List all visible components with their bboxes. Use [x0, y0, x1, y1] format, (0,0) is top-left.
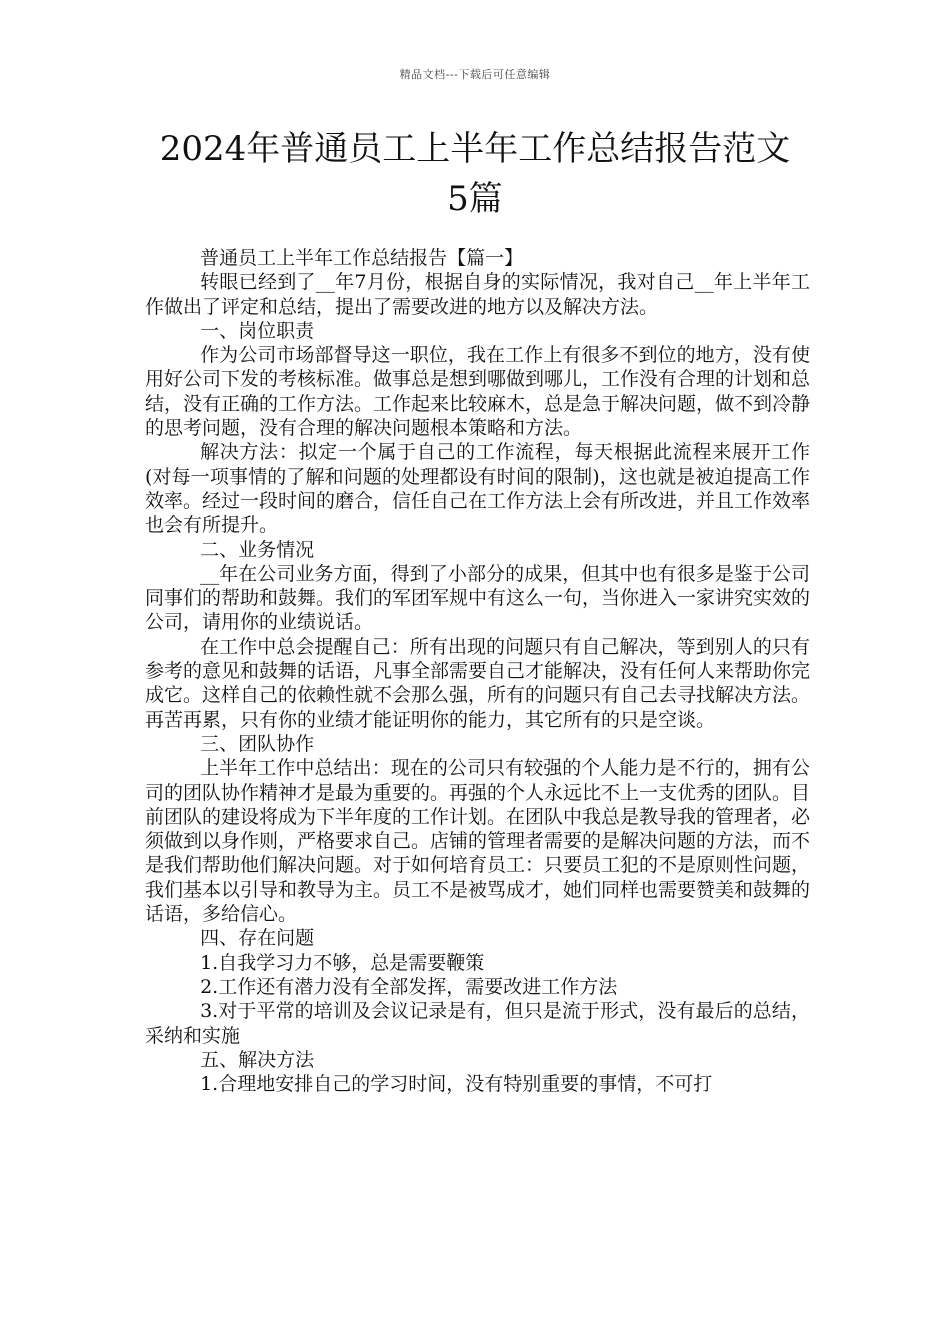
heading-teamwork: 三、团队协作 [200, 732, 315, 755]
section-heading-part-one: 普通员工上半年工作总结报告【篇一】 [200, 247, 524, 269]
document-title [60, 124, 890, 224]
paragraph-solution-method: 解决方法：拟定一个属于自己的工作流程，每天根据此流程来展开工作(对每一项事情的了解和问题的处理都设有时间的限制)，这也就是被迫提高工作效率。经过一段时间的磨合，信任自己在工作方法上会有所改进，并且工作效率也会有所提升。 [145, 441, 811, 537]
list-item-problem-1: 1.自我学习力不够，总是需要鞭策 [200, 951, 485, 974]
heading-solutions: 五、解决方法 [200, 1048, 315, 1071]
paragraph-job-duties: 作为公司市场部督导这一职位，我在工作上有很多不到位的地方，没有使用好公司下发的考核标准。做事总是想到哪做到哪儿，工作没有合理的计划和总结，没有正确的工作方法。工作起来比较麻木，总是急于解决问题，做不到冷静的思考问题，没有合理的解决问题根本策略和方法。 [145, 344, 811, 440]
title-line-1: 2024年普通员工上半年工作总结报告范文 [159, 129, 791, 169]
page-header-note: 精品文档---下载后可任意编辑 [399, 68, 551, 81]
heading-business-status: 二、业务情况 [200, 538, 315, 561]
heading-job-duties: 一、岗位职责 [200, 319, 315, 342]
list-item-solution-1: 1.合理地安排自己的学习时间，没有特别重要的事情，不可打 [200, 1073, 713, 1096]
paragraph-teamwork: 上半年工作中总结出：现在的公司只有较强的个人能力是不行的，拥有公司的团队协作精神才是最为重要的。再强的个人永远比不上一支优秀的团队。目前团队的建设将成为下半年度的工作计划。在团队中我总是教导我的管理者，必须做到以身作则，严格要求自己。店铺的管理者需要的是解决问题的方法，而不是我们帮助他们解决问题。对于如何培育员工：只要员工犯的不是原则性问题，我们基本以引导和教导为主。员工不是被骂成才，她们同样也需要赞美和鼓舞的话语，多给信心。 [145, 757, 811, 926]
title-line-2: 5篇 [447, 179, 503, 219]
list-item-problem-2: 2.工作还有潜力没有全部发挥，需要改进工作方法 [200, 975, 618, 998]
paragraph-business-status: __年在公司业务方面，得到了小部分的成果，但其中也有很多是鉴于公司同事们的帮助和鼓舞。我们的军团军规中有这么一句，当你进入一家讲究实效的公司，请用你的业绩说话。 [145, 562, 811, 634]
heading-existing-problems: 四、存在问题 [200, 927, 315, 950]
paragraph-self-reminder: 在工作中总会提醒自己：所有出现的问题只有自己解决，等到别人的只有参考的意见和鼓舞的话语，凡事全部需要自己才能解决，没有任何人来帮助你完成它。这样自己的依赖性就不会那么强，所有的问题只有自己去寻找解决方法。再苦再累，只有你的业绩才能证明你的能力，其它所有的只是空谈。 [145, 635, 811, 731]
list-item-problem-3: 3.对于平常的培训及会议记录是有，但只是流于形式，没有最后的总结，采纳和实施 [145, 1000, 810, 1047]
paragraph-intro: 转眼已经到了__年7月份，根据自身的实际情况，我对自己__年上半年工作做出了评定和总结，提出了需要改进的地方以及解决方法。 [145, 271, 810, 318]
document-body [145, 246, 810, 1096]
